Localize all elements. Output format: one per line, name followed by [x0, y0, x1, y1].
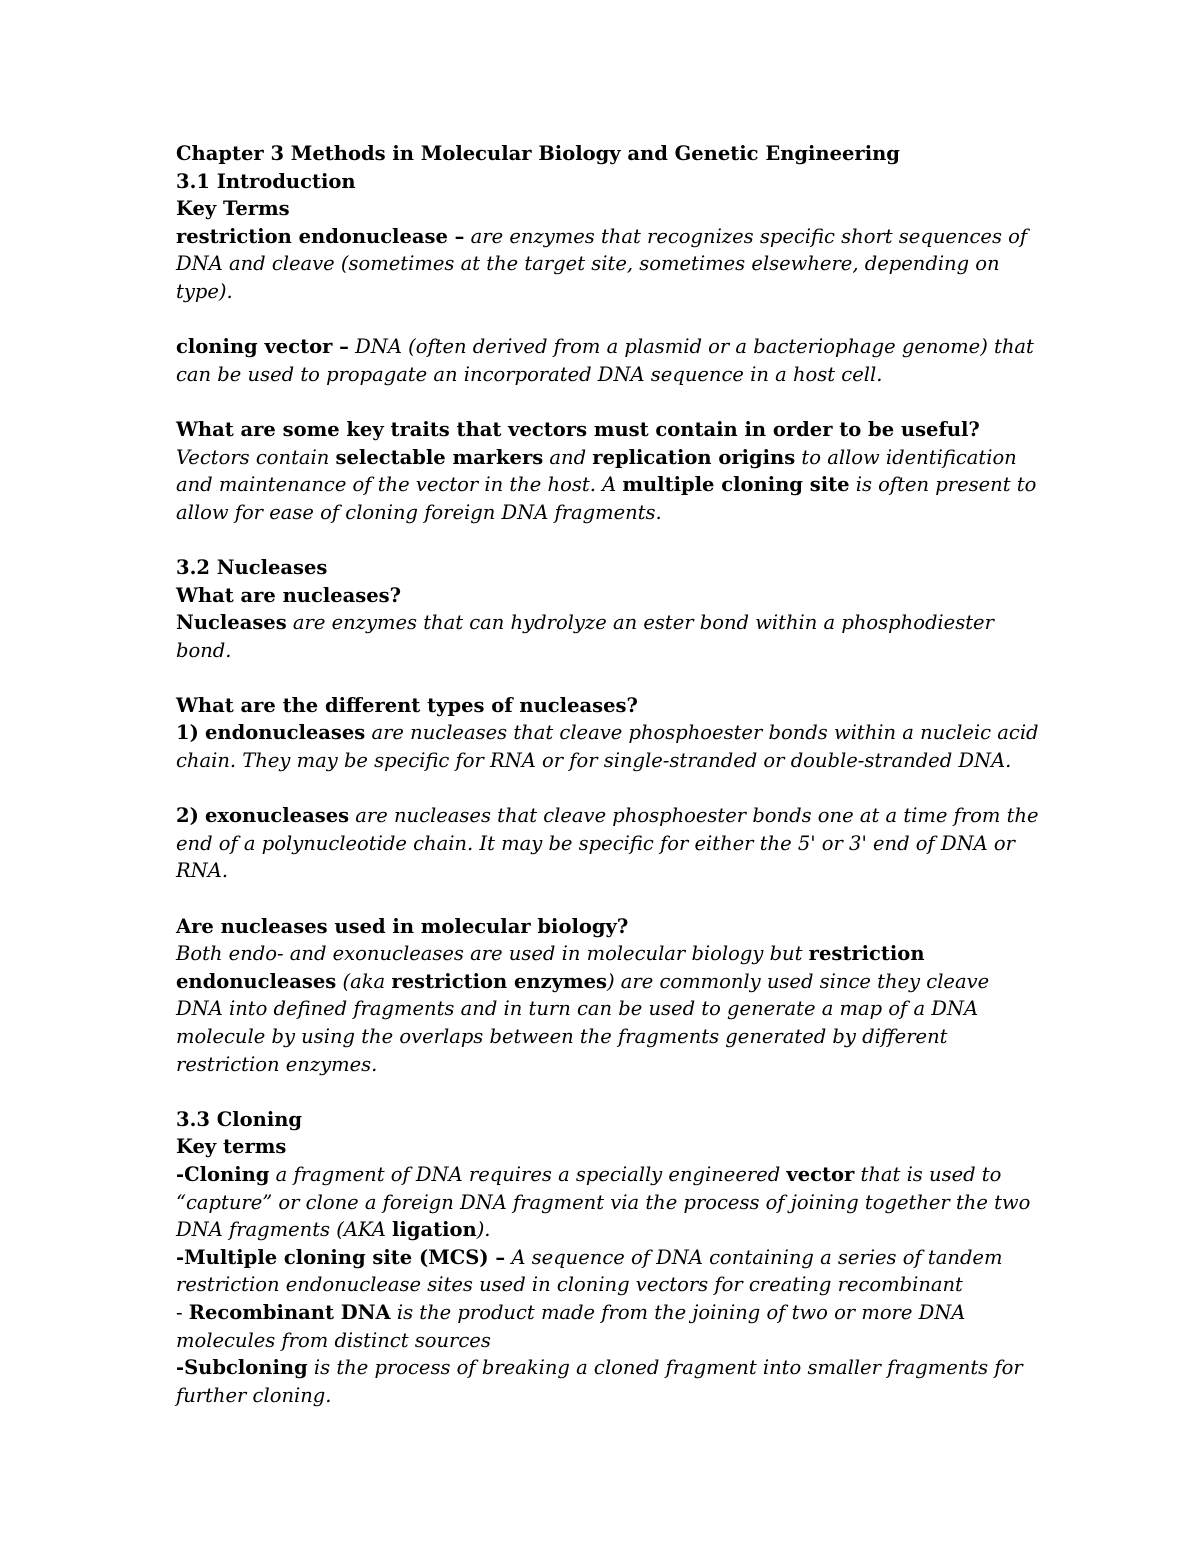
term: -Subcloning — [176, 1356, 308, 1380]
term: -Multiple cloning site (MCS) – — [176, 1245, 506, 1269]
chapter-title: Chapter 3 Methods in Molecular Biology and Genetic Engineering — [176, 142, 900, 165]
answer-text: DNA into defined fragments and in turn can be used to generate a map of a DNA — [176, 997, 979, 1021]
answer-fragment: is often present to — [855, 473, 1037, 497]
answer-text: end of a polynucleotide chain. It may be specific for either the 5' or 3' end of DNA or — [176, 831, 1015, 855]
answer-fragment: are nucleases that cleave phosphoester bonds within a nucleic acid — [371, 721, 1039, 745]
answer-fragment: and maintenance of the vector in the host. A — [176, 473, 617, 497]
definition-text: A sequence of DNA containing a series of tandem — [511, 1245, 1003, 1269]
answer-text — [176, 940, 1036, 968]
answer-text: RNA. — [176, 859, 229, 883]
restriction-endonuclease-definition — [176, 223, 1036, 251]
key-terms-heading: Key terms — [176, 1135, 287, 1159]
answer-fragment: Vectors contain — [176, 445, 330, 469]
key-terms-heading: Key Terms — [176, 197, 290, 221]
question-nuclease-types: What are the different types of nucleases? — [176, 693, 638, 717]
list-item — [176, 719, 1039, 747]
term: ligation — [392, 1218, 477, 1242]
term: restriction endonuclease – — [176, 224, 465, 248]
cloning-definition — [176, 1161, 1036, 1189]
definition-text: further cloning. — [176, 1383, 332, 1407]
answer-text: chain. They may be specific for RNA or for single-stranded or double-stranded DNA. — [176, 749, 1012, 773]
answer-term: restriction enzymes — [391, 969, 607, 993]
term: -Cloning — [176, 1162, 270, 1186]
answer-text — [176, 471, 1036, 499]
answer-term: multiple cloning site — [622, 473, 850, 497]
answer-text: allow for ease of cloning foreign DNA fragments. — [176, 500, 662, 524]
answer-text: restriction enzymes. — [176, 1052, 378, 1076]
answer-fragment: and — [549, 445, 587, 469]
question-what-nucleases: What are nucleases? — [176, 583, 402, 607]
term: cloning vector – — [176, 335, 349, 359]
cloning-vector-definition — [176, 333, 1036, 361]
definition-text — [176, 1216, 1036, 1244]
definition-text: DNA and cleave (sometimes at the target site, sometimes elsewhere, depending on — [176, 252, 1000, 276]
answer-text — [176, 609, 1036, 637]
answer-text: bond. — [176, 638, 232, 662]
answer-term: endonucleases — [205, 721, 366, 745]
answer-term: restriction — [808, 942, 925, 966]
definition-text: that is used to — [860, 1162, 1002, 1186]
definition-text: can be used to propagate an incorporated DNA sequence in a host cell. — [176, 362, 883, 386]
question-nucleases-used: Are nucleases used in molecular biology? — [176, 914, 629, 938]
definition-text: is the process of breaking a cloned fragment into smaller fragments for — [313, 1356, 1023, 1380]
answer-term: Nucleases — [176, 611, 287, 635]
answer-fragment: Both endo- and exonucleases are used in molecular biology but — [176, 942, 803, 966]
definition-text: restriction endonuclease sites used in cloning vectors for creating recombinant — [176, 1273, 963, 1297]
definition-text: type). — [176, 279, 233, 303]
answer-text — [176, 968, 1036, 996]
definition-text: DNA fragments (AKA — [176, 1218, 386, 1242]
answer-term: exonucleases — [205, 804, 350, 828]
answer-fragment: are nucleases that cleave phosphoester bonds one at a time from the — [355, 804, 1039, 828]
definition-text: are enzymes that recognizes specific short sequences of — [470, 224, 1028, 248]
answer-fragment: are enzymes that can hydrolyze an ester bond within a phosphodiester — [292, 611, 994, 635]
answer-term: endonucleases — [176, 969, 337, 993]
document-page — [176, 140, 1039, 1409]
question-vector-traits: What are some key traits that vectors must contain in order to be useful? — [176, 417, 980, 441]
answer-term: replication origins — [592, 445, 796, 469]
term: vector — [786, 1162, 855, 1186]
answer-fragment: to allow identification — [801, 445, 1017, 469]
answer-fragment: (aka — [342, 969, 386, 993]
list-number: 2) — [176, 804, 199, 828]
definition-text: molecules from distinct sources — [176, 1328, 491, 1352]
answer-term: selectable markers — [335, 445, 544, 469]
definition-text: ). — [476, 1218, 491, 1242]
definition-text: is the product made from the joining of two or more DNA — [396, 1300, 966, 1324]
list-number: 1) — [176, 721, 199, 745]
recombinant-dna-definition — [176, 1299, 1036, 1327]
dash: - — [176, 1300, 183, 1324]
definition-text: a fragment of DNA requires a specially engineered — [275, 1162, 781, 1186]
mcs-definition — [176, 1244, 1036, 1272]
section-3-2-heading: 3.2 Nucleases — [176, 555, 328, 579]
definition-text: DNA (often derived from a plasmid or a bacteriophage genome) that — [355, 335, 1034, 359]
definition-text: “capture” or clone a foreign DNA fragment via the process of joining together the two — [176, 1190, 1031, 1214]
section-3-3-heading: 3.3 Cloning — [176, 1107, 303, 1131]
term: Recombinant DNA — [188, 1300, 391, 1324]
answer-text: molecule by using the overlaps between the fragments generated by different — [176, 1025, 948, 1048]
answer-fragment: ) are commonly used since they cleave — [606, 969, 990, 993]
subcloning-definition — [176, 1354, 1036, 1382]
list-item — [176, 802, 1039, 830]
answer-text — [176, 444, 1036, 472]
section-3-1-heading: 3.1 Introduction — [176, 169, 356, 193]
